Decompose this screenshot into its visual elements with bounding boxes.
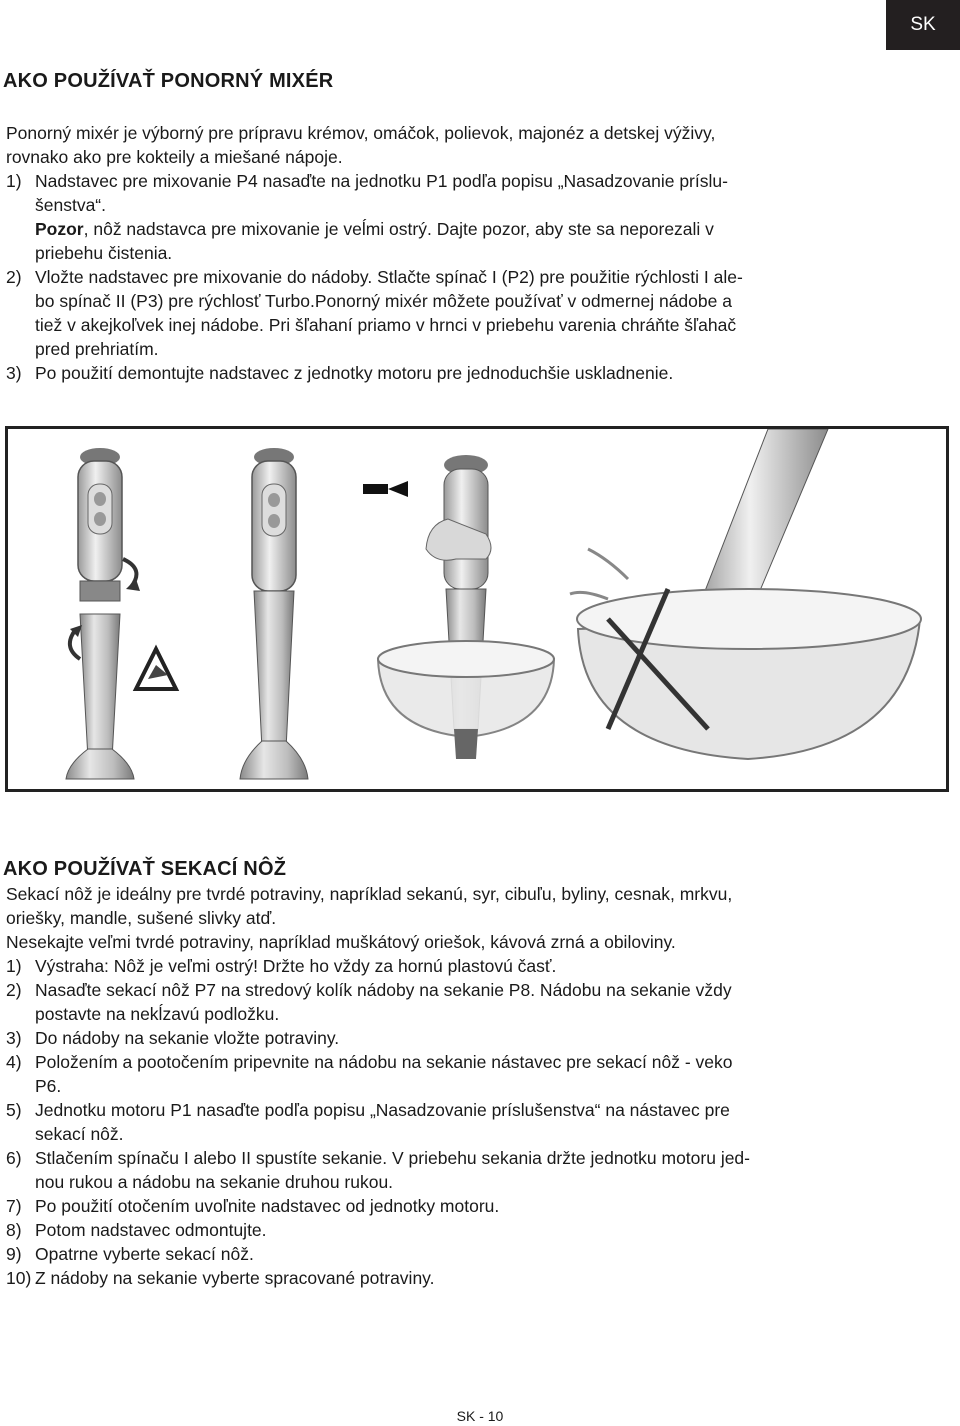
section-title-blender: AKO POUŽÍVAŤ PONORNÝ MIXÉR — [3, 70, 334, 92]
blender-assembled-drawing — [240, 448, 308, 779]
step-line: Po použití demontujte nadstavec z jednotky motoru pre jednoduchšie uskladnenie. — [35, 363, 674, 383]
blender-usage-illustration — [8, 429, 946, 789]
step-line: Výstraha: Nôž je veľmi ostrý! Držte ho vždy za hornú plastovú časť. — [35, 956, 557, 976]
chopper-step-10 — [6, 1266, 896, 1290]
step-number: 3) — [6, 363, 22, 383]
step-number: 9) — [6, 1244, 22, 1264]
step-2 — [6, 265, 896, 361]
chopper-step-5 — [6, 1098, 896, 1146]
blender-instructions — [6, 121, 896, 385]
intro-line: rovnako ako pre kokteily a miešané nápoje. — [6, 147, 343, 167]
chopper-step-8 — [6, 1218, 896, 1242]
warning-note — [35, 217, 896, 265]
step-line: Z nádoby na sekanie vyberte spracované potraviny. — [35, 1268, 435, 1288]
step-number: 8) — [6, 1220, 22, 1240]
chopper-step-2 — [6, 978, 896, 1026]
section-title-chopper: AKO POUŽÍVAŤ SEKACÍ NÔŽ — [3, 858, 287, 880]
chopper-step-9 — [6, 1242, 896, 1266]
step-line: bo spínač II (P3) pre rýchlosť Turbo.Ponorný mixér môžete používať v odmernej nádobe a — [35, 291, 732, 311]
step-line: P6. — [35, 1076, 62, 1096]
step-line: šenstva“. — [35, 195, 106, 215]
illustration-panel — [5, 426, 949, 792]
chopper-step-4 — [6, 1050, 896, 1098]
step-line: postavte na nekĺzavú podložku. — [35, 1004, 280, 1024]
step-line: Opatrne vyberte sekací nôž. — [35, 1244, 254, 1264]
step-number: 1) — [6, 956, 22, 976]
step-line: Nadstavec pre mixovanie P4 nasaďte na jednotku P1 podľa popisu „Nasadzovanie príslu- — [35, 171, 728, 191]
step-3 — [6, 361, 896, 385]
step-line: sekací nôž. — [35, 1124, 124, 1144]
chopper-step-1 — [6, 954, 896, 978]
chopper-step-6 — [6, 1146, 896, 1194]
step-number: 2) — [6, 980, 22, 1000]
intro-line: Ponorný mixér je výborný pre prípravu krémov, omáčok, polievok, majonéz a detskej výživy, — [6, 123, 716, 143]
blender-in-bowl-drawing — [363, 455, 554, 759]
chopper-step-7 — [6, 1194, 896, 1218]
whisk-in-bowl-drawing — [570, 429, 921, 759]
warning-text: , nôž nadstavca pre mixovanie je veĺmi ostrý. Dajte pozor, aby ste sa neporezali v — [83, 219, 714, 239]
step-line: pred prehriatím. — [35, 339, 159, 359]
step-line: Do nádoby na sekanie vložte potraviny. — [35, 1028, 340, 1048]
step-number: 1) — [6, 171, 22, 191]
step-number: 3) — [6, 1028, 22, 1048]
chopper-step-3 — [6, 1026, 896, 1050]
chopper-instructions — [6, 882, 896, 1290]
step-line: Položením a pootočením pripevnite na nádobu na sekanie nástavec pre sekací nôž - veko — [35, 1052, 733, 1072]
step-line: tiež v akejkoľvek inej nádobe. Pri šľahaní priamo v hrnci v priebehu varenia chráňte šľahač — [35, 315, 737, 335]
intro-line: Nesekajte veľmi tvrdé potraviny, napríklad muškátový oriešok, kávová zrná a obiloviny. — [6, 932, 676, 952]
step-number: 2) — [6, 267, 22, 287]
step-1 — [6, 169, 896, 217]
step-number: 5) — [6, 1100, 22, 1120]
page-number: SK - 10 — [456, 1408, 504, 1424]
step-line: nou rukou a nádobu na sekanie druhou rukou. — [35, 1172, 394, 1192]
warning-label: Pozor — [35, 219, 84, 239]
step-line: Nasaďte sekací nôž P7 na stredový kolík nádoby na sekanie P8. Nádobu na sekanie vždy — [35, 980, 732, 1000]
step-line: Stlačením spínaču I alebo II spustíte sekanie. V priebehu sekania držte jednotku motoru jed- — [35, 1148, 750, 1168]
step-number: 10) — [6, 1268, 32, 1288]
blender-disassembled-drawing — [66, 448, 176, 779]
step-line: Jednotku motoru P1 nasaďte podľa popisu „Nasadzovanie príslušenstva“ na nástavec pre — [35, 1100, 730, 1120]
step-line: Potom nadstavec odmontujte. — [35, 1220, 267, 1240]
step-number: 6) — [6, 1148, 22, 1168]
intro-line: Sekací nôž je ideálny pre tvrdé potraviny, napríklad sekanú, syr, cibuľu, byliny, cesnak, mrkvu, — [6, 884, 733, 904]
language-tab: SK — [886, 0, 960, 50]
intro-line: oriešky, mandle, sušené slivky atď. — [6, 908, 277, 928]
step-line: Po použití otočením uvoľnite nadstavec od jednotky motoru. — [35, 1196, 500, 1216]
step-number: 7) — [6, 1196, 22, 1216]
step-number: 4) — [6, 1052, 22, 1072]
step-line: Vložte nadstavec pre mixovanie do nádoby. Stlačte spínač I (P2) pre použitie rýchlosti I ale- — [35, 267, 743, 287]
warning-text: priebehu čistenia. — [35, 243, 173, 263]
